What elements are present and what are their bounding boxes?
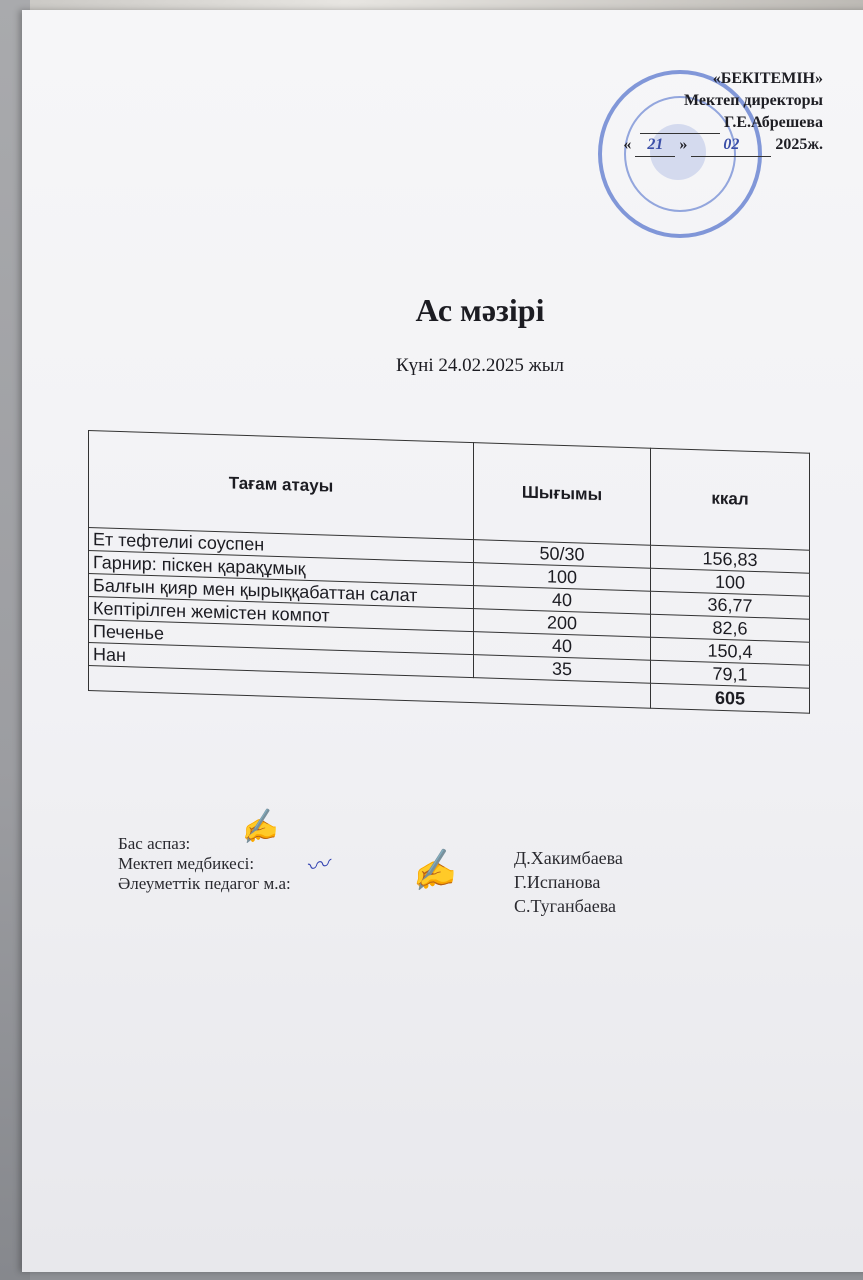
approval-block (623, 68, 823, 157)
menu-table-container (88, 430, 812, 714)
director-signature-line (640, 112, 720, 134)
approval-heading: «БЕКІТЕМІН» (712, 70, 823, 87)
social-teacher-signature-mark: ✍ (406, 846, 459, 897)
dish-kcal: 100 (651, 568, 810, 596)
dish-kcal: 156,83 (651, 545, 810, 573)
total-kcal: 605 (651, 683, 810, 713)
dish-yield: 40 (474, 632, 651, 661)
social-teacher-name: С.Туганбаева (514, 896, 616, 916)
column-header-yield: Шығымы (474, 443, 651, 546)
dish-yield: 100 (474, 563, 651, 592)
date-open-quote: « (623, 136, 632, 153)
signatory-names (514, 846, 623, 918)
nurse-signature-mark: 〰 (302, 849, 333, 883)
nurse-name: Г.Испанова (514, 872, 601, 892)
chef-label: Бас аспаз: (118, 834, 191, 853)
dish-yield: 50/30 (474, 540, 651, 569)
dish-yield: 40 (474, 586, 651, 615)
nurse-label: Мектеп медбикесі: (118, 854, 255, 873)
dish-name: Ет тефтелиі соуспен (89, 528, 474, 563)
dish-yield: 35 (474, 655, 651, 684)
page-title: Ас мәзірі (415, 292, 545, 328)
dish-name: Кептірілген жемістен компот (89, 597, 474, 632)
dish-name: Балғын қияр мен қырыққабаттан салат (89, 574, 474, 609)
date-close-quote: » (679, 136, 688, 153)
chef-name: Д.Хакимбаева (514, 848, 623, 868)
dish-name: Нан (89, 643, 474, 678)
dish-kcal: 79,1 (651, 660, 810, 688)
menu-table (88, 430, 810, 714)
dish-kcal: 36,77 (651, 591, 810, 619)
dish-yield: 200 (474, 609, 651, 638)
dish-kcal: 150,4 (651, 637, 810, 665)
approval-year: 2025ж. (775, 136, 823, 153)
column-header-kcal: ккал (651, 448, 810, 550)
approval-name: Г.Е.Абрешева (723, 114, 823, 131)
approval-position: Мектеп директоры (684, 92, 823, 109)
column-header-dish: Тағам атауы (89, 431, 474, 540)
chef-signature-mark: ✍ (236, 806, 281, 849)
approval-day: 21 (635, 134, 675, 157)
menu-date: Күні 24.02.2025 жыл (396, 355, 564, 376)
social-teacher-label: Әлеуметтік педагог м.а: (118, 874, 291, 893)
dish-kcal: 82,6 (651, 614, 810, 642)
dish-name: Печенье (89, 620, 474, 655)
dish-name: Гарнир: піскен қарақұмық (89, 551, 474, 586)
approval-month: 02 (691, 134, 771, 157)
